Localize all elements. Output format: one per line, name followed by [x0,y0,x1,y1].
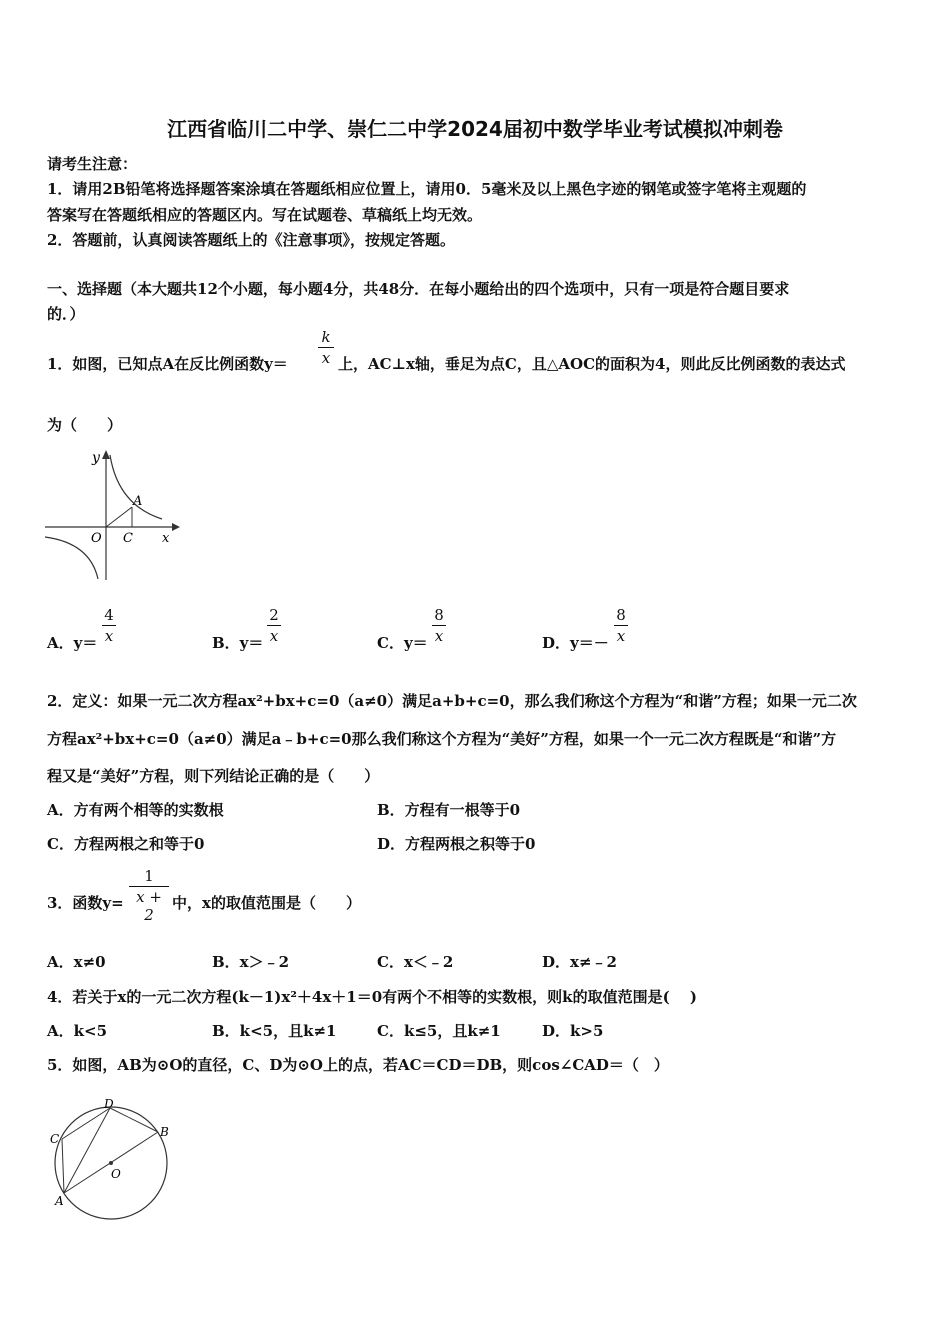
q1-option-a-den: x [104,627,114,645]
q4-option-a: A．k<5 [47,1022,108,1040]
notice-line-2: 2．答题前，认真阅读答题纸上的《注意事项》，按规定答题。 [47,231,455,249]
q1-option-a-label: A．y＝ [47,634,98,652]
q1-option-d-den: x [616,627,626,645]
label-C: C [123,531,133,546]
q1-option-d-label: D．y＝－ [542,634,609,652]
q1-option-a-fraction [102,606,116,645]
page-title: 江西省临川二中学、崇仁二中学2024届初中数学毕业考试模拟冲刺卷 [167,117,783,141]
q3-option-b: B．x＞﹣2 [212,953,290,971]
q3-frac-den: x + 2 [136,888,162,924]
center-point-O [109,1161,113,1165]
label-y: y [92,450,100,466]
q1-line2: 为（ ） [47,416,123,434]
label-A: A [55,1194,64,1208]
q1-option-b-fraction [267,606,281,645]
q3-option-d: D．x≠﹣2 [542,953,617,971]
q1-option-b-den: x [269,627,279,645]
q2-line2: 方程ax²+bx+c=0（a≠0）满足a﹣b+c=0那么我们称这个方程为“美好”方程，如果一个一元二次方程既是“和谐”方 [47,730,837,748]
q3-prefix: 3．函数y= [47,894,124,912]
q1-option-d-fraction [614,606,628,645]
q4-option-b: B．k<5，且k≠1 [212,1022,337,1040]
q2-option-c: C．方程两根之和等于0 [47,835,205,853]
section-1-heading-cont: 的．） [47,305,85,323]
notice-heading: 请考生注意： [47,155,138,173]
q1-option-b-label: B．y＝ [212,634,264,652]
q1-hyperbola-figure [40,445,190,585]
q1-fraction [318,328,334,367]
y-axis-arrow [102,450,110,459]
q5-stem: 5．如图，AB为⊙O的直径，C、D为⊙O上的点，若AC＝CD＝DB，则cos∠CAD＝（ ） [47,1056,669,1074]
q2-option-b: B．方程有一根等于0 [377,801,521,819]
q3-suffix: 中，x的取值范围是（ ） [172,894,361,912]
q2-line3: 程又是“美好”方程，则下列结论正确的是（ ） [47,767,380,785]
q2-option-a: A．方有两个相等的实数根 [47,801,224,819]
q1-option-c-label: C．y＝ [377,634,428,652]
q1-option-a-num: 4 [104,606,114,624]
q1-option-b-num: 2 [269,606,279,624]
q4-option-c: C．k≤5，且k≠1 [377,1022,501,1040]
q3-option-a: A．x≠0 [47,953,106,971]
q2-option-d: D．方程两根之积等于0 [377,835,536,853]
q4-stem: 4．若关于x的一元二次方程(k－1)x²＋4x＋1＝0有两个不相等的实数根，则k的取值范围是( ) [47,988,697,1006]
q1-suffix: 上，AC⊥x轴，垂足为点C，且△AOC的面积为4，则此反比例函数的表达式 [338,355,846,373]
q1-option-d-num: 8 [616,606,626,624]
notice-line-1: 1．请用2B铅笔将选择题答案涂填在答题纸相应位置上，请用0．5毫米及以上黑色字迹的钢笔或签字笔将主观题的 [47,180,807,198]
label-B: B [160,1125,169,1139]
section-1-heading: 一、选择题（本大题共12个小题，每小题4分，共48分．在每小题给出的四个选项中，只有一项是符合题目要求 [47,280,790,298]
q1-option-c-num: 8 [434,606,444,624]
q1-prefix: 1．如图，已知点A在反比例函数y＝ [47,355,288,373]
q1-option-c-den: x [434,627,444,645]
hyperbola-branch-q1 [110,455,162,519]
x-axis-arrow [172,523,180,531]
q5-circle-figure [45,1095,185,1225]
label-C: C [50,1132,60,1146]
segment-OA [106,507,132,527]
q1-option-c-fraction [432,606,446,645]
notice-line-1b: 答案写在答题纸相应的答题区内。写在试题卷、草稿纸上均无效。 [47,206,483,224]
q3-frac-num: 1 [144,867,154,885]
label-x: x [162,531,170,546]
label-O: O [111,1167,121,1181]
label-D: D [104,1097,114,1111]
chord-AD [64,1108,110,1193]
label-O: O [91,531,102,546]
chord-AC [62,1139,64,1193]
q1-frac-num: k [321,328,331,346]
label-A: A [133,494,143,509]
q3-fraction [129,867,169,924]
q3-option-c: C．x＜﹣2 [377,953,454,971]
q1-frac-den: x [321,349,331,367]
q2-line1: 2．定义：如果一元二次方程ax²+bx+c=0（a≠0）满足a+b+c=0，那么我们称这个方程为“和谐”方程；如果一元二次 [47,692,857,710]
q4-option-d: D．k>5 [542,1022,604,1040]
